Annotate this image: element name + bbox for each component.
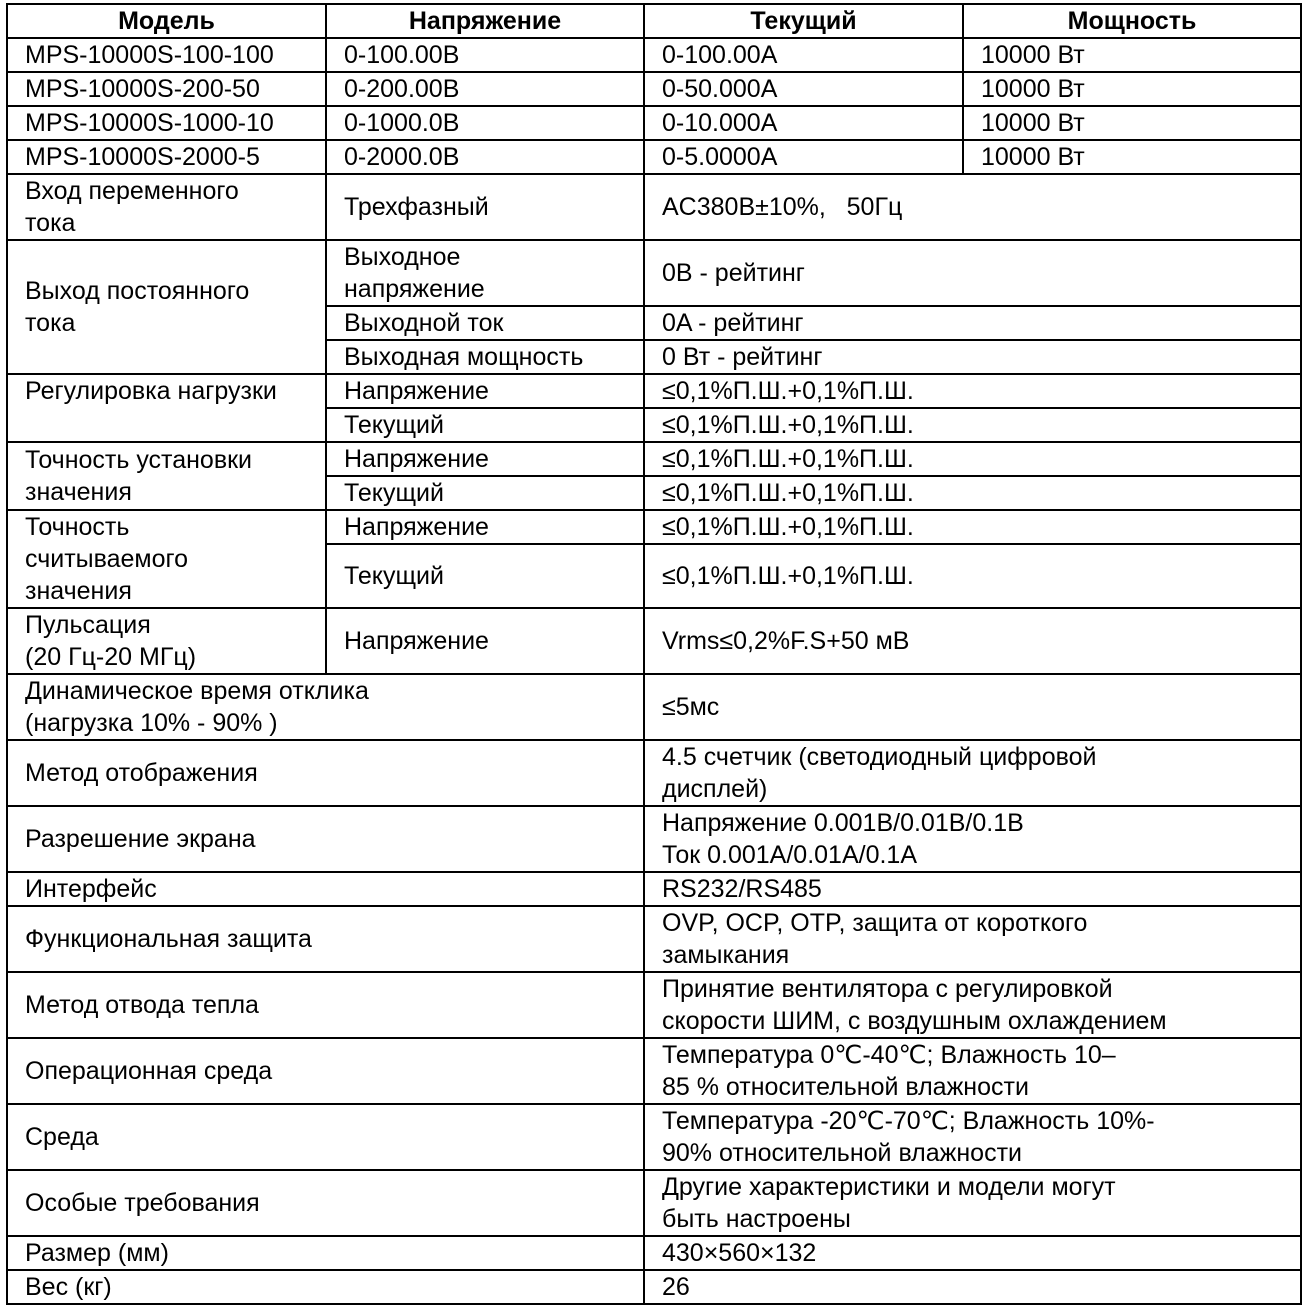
model-current: 0-5.0000A	[644, 140, 963, 174]
setting-accuracy-row	[7, 442, 1301, 476]
model-voltage: 0-100.00В	[326, 38, 644, 72]
spec-value: OVP, OCP, OTP, защита от короткого замыкания	[644, 906, 1301, 972]
model-power: 10000 Вт	[963, 72, 1301, 106]
spec-row	[7, 674, 1301, 740]
spec-label: Динамическое время отклика (нагрузка 10% - 90% )	[7, 674, 644, 740]
header-current: Текущий	[644, 4, 963, 38]
spec-value: ≤5мс	[644, 674, 1301, 740]
spec-label: Метод отображения	[7, 740, 644, 806]
model-name: MPS-10000S-100-100	[7, 38, 326, 72]
spec-row	[7, 1236, 1301, 1270]
spec-value: Принятие вентилятора с регулировкой скорости ШИМ, с воздушным охлаждением	[644, 972, 1301, 1038]
spec-value: Напряжение 0.001В/0.01В/0.1В Ток 0.001A/0.01A/0.1A	[644, 806, 1301, 872]
model-current: 0-10.000A	[644, 106, 963, 140]
model-current: 0-100.00A	[644, 38, 963, 72]
spec-value: 4.5 счетчик (светодиодный цифровой дисплей)	[644, 740, 1301, 806]
dc-output-row	[7, 240, 1301, 306]
spec-row	[7, 972, 1301, 1038]
model-power: 10000 Вт	[963, 106, 1301, 140]
header-power: Мощность	[963, 4, 1301, 38]
spec-row	[7, 740, 1301, 806]
spec-label: Размер (мм)	[7, 1236, 644, 1270]
model-power: 10000 Вт	[963, 140, 1301, 174]
spec-row	[7, 1038, 1301, 1104]
setting-accuracy-sub: Напряжение	[326, 442, 644, 476]
spec-label: Особые требования	[7, 1170, 644, 1236]
spec-value: 430×560×132	[644, 1236, 1301, 1270]
model-name: MPS-10000S-200-50	[7, 72, 326, 106]
spec-row	[7, 1104, 1301, 1170]
spec-value: Температура 0℃-40℃; Влажность 10– 85 % относительной влажности	[644, 1038, 1301, 1104]
spec-row	[7, 872, 1301, 906]
ac-input-label: Вход переменного тока	[7, 174, 326, 240]
spec-label: Операционная среда	[7, 1038, 644, 1104]
table-header-row	[7, 4, 1301, 38]
readback-accuracy-row	[7, 510, 1301, 544]
ac-input-value: AC380В±10%, 50Гц	[644, 174, 1301, 240]
spec-table	[6, 3, 1302, 1305]
ripple-value: Vrms≤0,2%F.S+50 мВ	[644, 608, 1301, 674]
load-regulation-label: Регулировка нагрузки	[7, 374, 326, 442]
ripple-sub: Напряжение	[326, 608, 644, 674]
header-voltage: Напряжение	[326, 4, 644, 38]
spec-row	[7, 1170, 1301, 1236]
spec-value: Другие характеристики и модели могут быть настроены	[644, 1170, 1301, 1236]
spec-value: 26	[644, 1270, 1301, 1304]
spec-row	[7, 906, 1301, 972]
load-regulation-sub: Текущий	[326, 408, 644, 442]
spec-label: Вес (кг)	[7, 1270, 644, 1304]
model-row	[7, 140, 1301, 174]
model-name: MPS-10000S-1000-10	[7, 106, 326, 140]
spec-row	[7, 806, 1301, 872]
setting-accuracy-label: Точность установки значения	[7, 442, 326, 510]
dc-output-label: Выход постоянного тока	[7, 240, 326, 374]
readback-accuracy-value: ≤0,1%П.Ш.+0,1%П.Ш.	[644, 510, 1301, 544]
spec-label: Функциональная защита	[7, 906, 644, 972]
readback-accuracy-value: ≤0,1%П.Ш.+0,1%П.Ш.	[644, 544, 1301, 608]
readback-accuracy-sub: Текущий	[326, 544, 644, 608]
header-model: Модель	[7, 4, 326, 38]
load-regulation-sub: Напряжение	[326, 374, 644, 408]
spec-value: Температура -20℃-70℃; Влажность 10%- 90% относительной влажности	[644, 1104, 1301, 1170]
model-voltage: 0-1000.0В	[326, 106, 644, 140]
model-row	[7, 72, 1301, 106]
spec-label: Среда	[7, 1104, 644, 1170]
dc-output-sub: Выходной ток	[326, 306, 644, 340]
dc-output-value: 0A - рейтинг	[644, 306, 1301, 340]
spec-label: Интерфейс	[7, 872, 644, 906]
spec-row	[7, 1270, 1301, 1304]
dc-output-value: 0В - рейтинг	[644, 240, 1301, 306]
ripple-label: Пульсация (20 Гц-20 МГц)	[7, 608, 326, 674]
model-voltage: 0-200.00В	[326, 72, 644, 106]
setting-accuracy-sub: Текущий	[326, 476, 644, 510]
model-voltage: 0-2000.0В	[326, 140, 644, 174]
dc-output-sub: Выходная мощность	[326, 340, 644, 374]
setting-accuracy-value: ≤0,1%П.Ш.+0,1%П.Ш.	[644, 442, 1301, 476]
readback-accuracy-label: Точность считываемого значения	[7, 510, 326, 608]
load-regulation-value: ≤0,1%П.Ш.+0,1%П.Ш.	[644, 408, 1301, 442]
model-power: 10000 Вт	[963, 38, 1301, 72]
spec-label: Разрешение экрана	[7, 806, 644, 872]
dc-output-sub: Выходное напряжение	[326, 240, 644, 306]
model-row	[7, 106, 1301, 140]
readback-accuracy-sub: Напряжение	[326, 510, 644, 544]
model-name: MPS-10000S-2000-5	[7, 140, 326, 174]
model-row	[7, 38, 1301, 72]
load-regulation-value: ≤0,1%П.Ш.+0,1%П.Ш.	[644, 374, 1301, 408]
load-regulation-row	[7, 374, 1301, 408]
spec-label: Метод отвода тепла	[7, 972, 644, 1038]
dc-output-value: 0 Вт - рейтинг	[644, 340, 1301, 374]
ac-input-sub: Трехфазный	[326, 174, 644, 240]
spec-value: RS232/RS485	[644, 872, 1301, 906]
ripple-row	[7, 608, 1301, 674]
model-current: 0-50.000A	[644, 72, 963, 106]
setting-accuracy-value: ≤0,1%П.Ш.+0,1%П.Ш.	[644, 476, 1301, 510]
ac-input-row	[7, 174, 1301, 240]
